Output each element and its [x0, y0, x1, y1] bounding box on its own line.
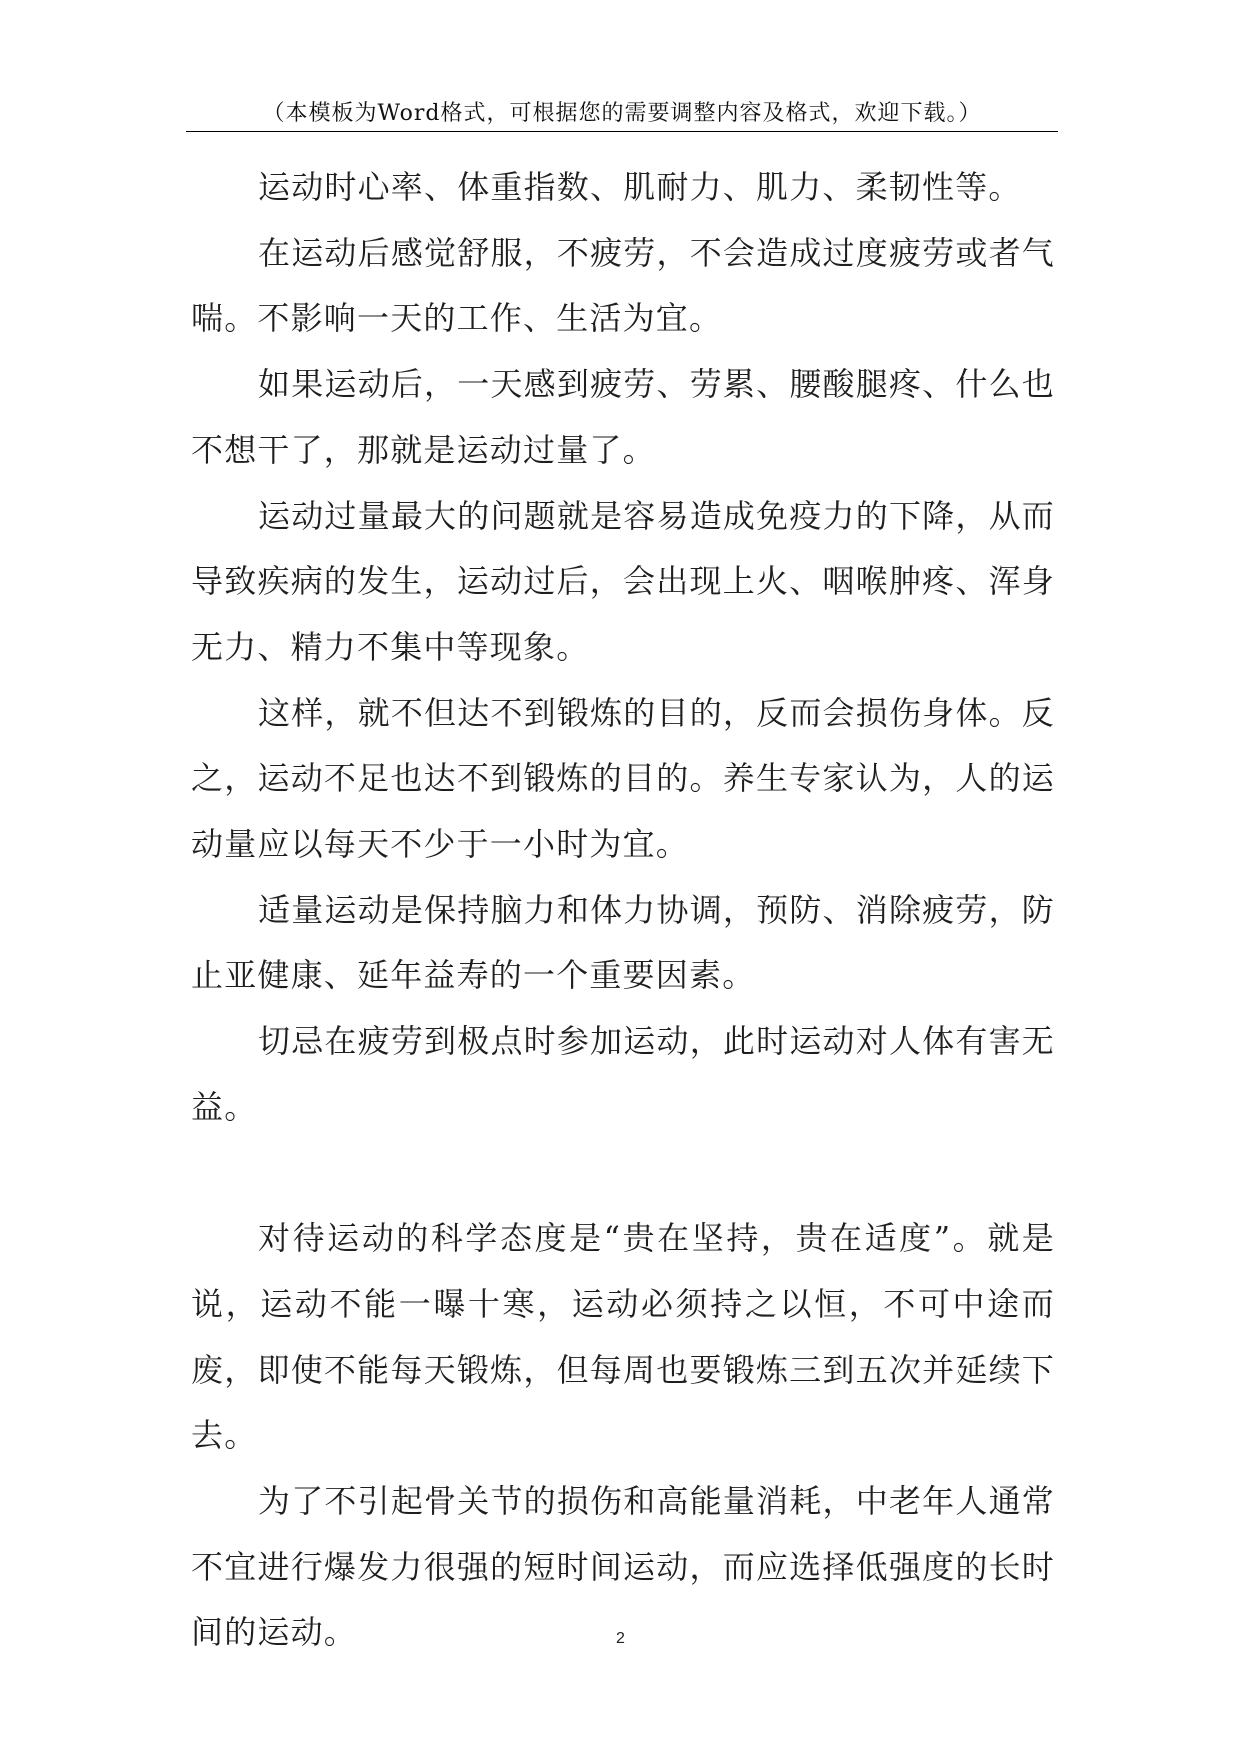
body-paragraph: 如果运动后，一天感到疲劳、劳累、腰酸腿疼、什么也不想干了，那就是运动过量了。 [191, 365, 1055, 469]
body-paragraph: 这样，就不但达不到锻炼的目的，反而会损伤身体。反之，运动不足也达不到锻炼的目的。养生专家认为，人的运动量应以每天不少于一小时为宜。 [191, 693, 1055, 864]
body-paragraph: 对待运动的科学态度是“贵在坚持，贵在适度”。就是说，运动不能一曝十寒，运动必须持之以恒，不可中途而废，即使不能每天锻炼，但每周也要锻炼三到五次并延续下去。 [191, 1219, 1055, 1455]
document-body [191, 155, 1055, 1666]
header-divider [186, 131, 1058, 132]
blank-line [191, 1141, 1055, 1207]
body-paragraph: 为了不引起骨关节的损伤和高能量消耗，中老年人通常不宜进行爆发力很强的短时间运动，而应选择低强度的长时间的运动。 [191, 1482, 1055, 1652]
body-paragraph: 运动过量最大的问题就是容易造成免疫力的下降，从而导致疾病的发生，运动过后，会出现上火、咽喉肿疼、浑身无力、精力不集中等现象。 [191, 496, 1055, 666]
body-paragraph: 在运动后感觉舒服，不疲劳，不会造成过度疲劳或者气喘。不影响一天的工作、生活为宜。 [191, 233, 1055, 338]
body-paragraph: 切忌在疲劳到极点时参加运动，此时运动对人体有害无益。 [191, 1022, 1055, 1126]
body-paragraph: 运动时心率、体重指数、肌耐力、肌力、柔韧性等。 [258, 168, 1022, 206]
header-note: （本模板为Word格式，可根据您的需要调整内容及格式，欢迎下载。） [262, 101, 982, 126]
page-number: 2 [616, 1630, 625, 1647]
body-paragraph: 适量运动是保持脑力和体力协调，预防、消除疲劳，防止亚健康、延年益寿的一个重要因素。 [191, 890, 1055, 995]
